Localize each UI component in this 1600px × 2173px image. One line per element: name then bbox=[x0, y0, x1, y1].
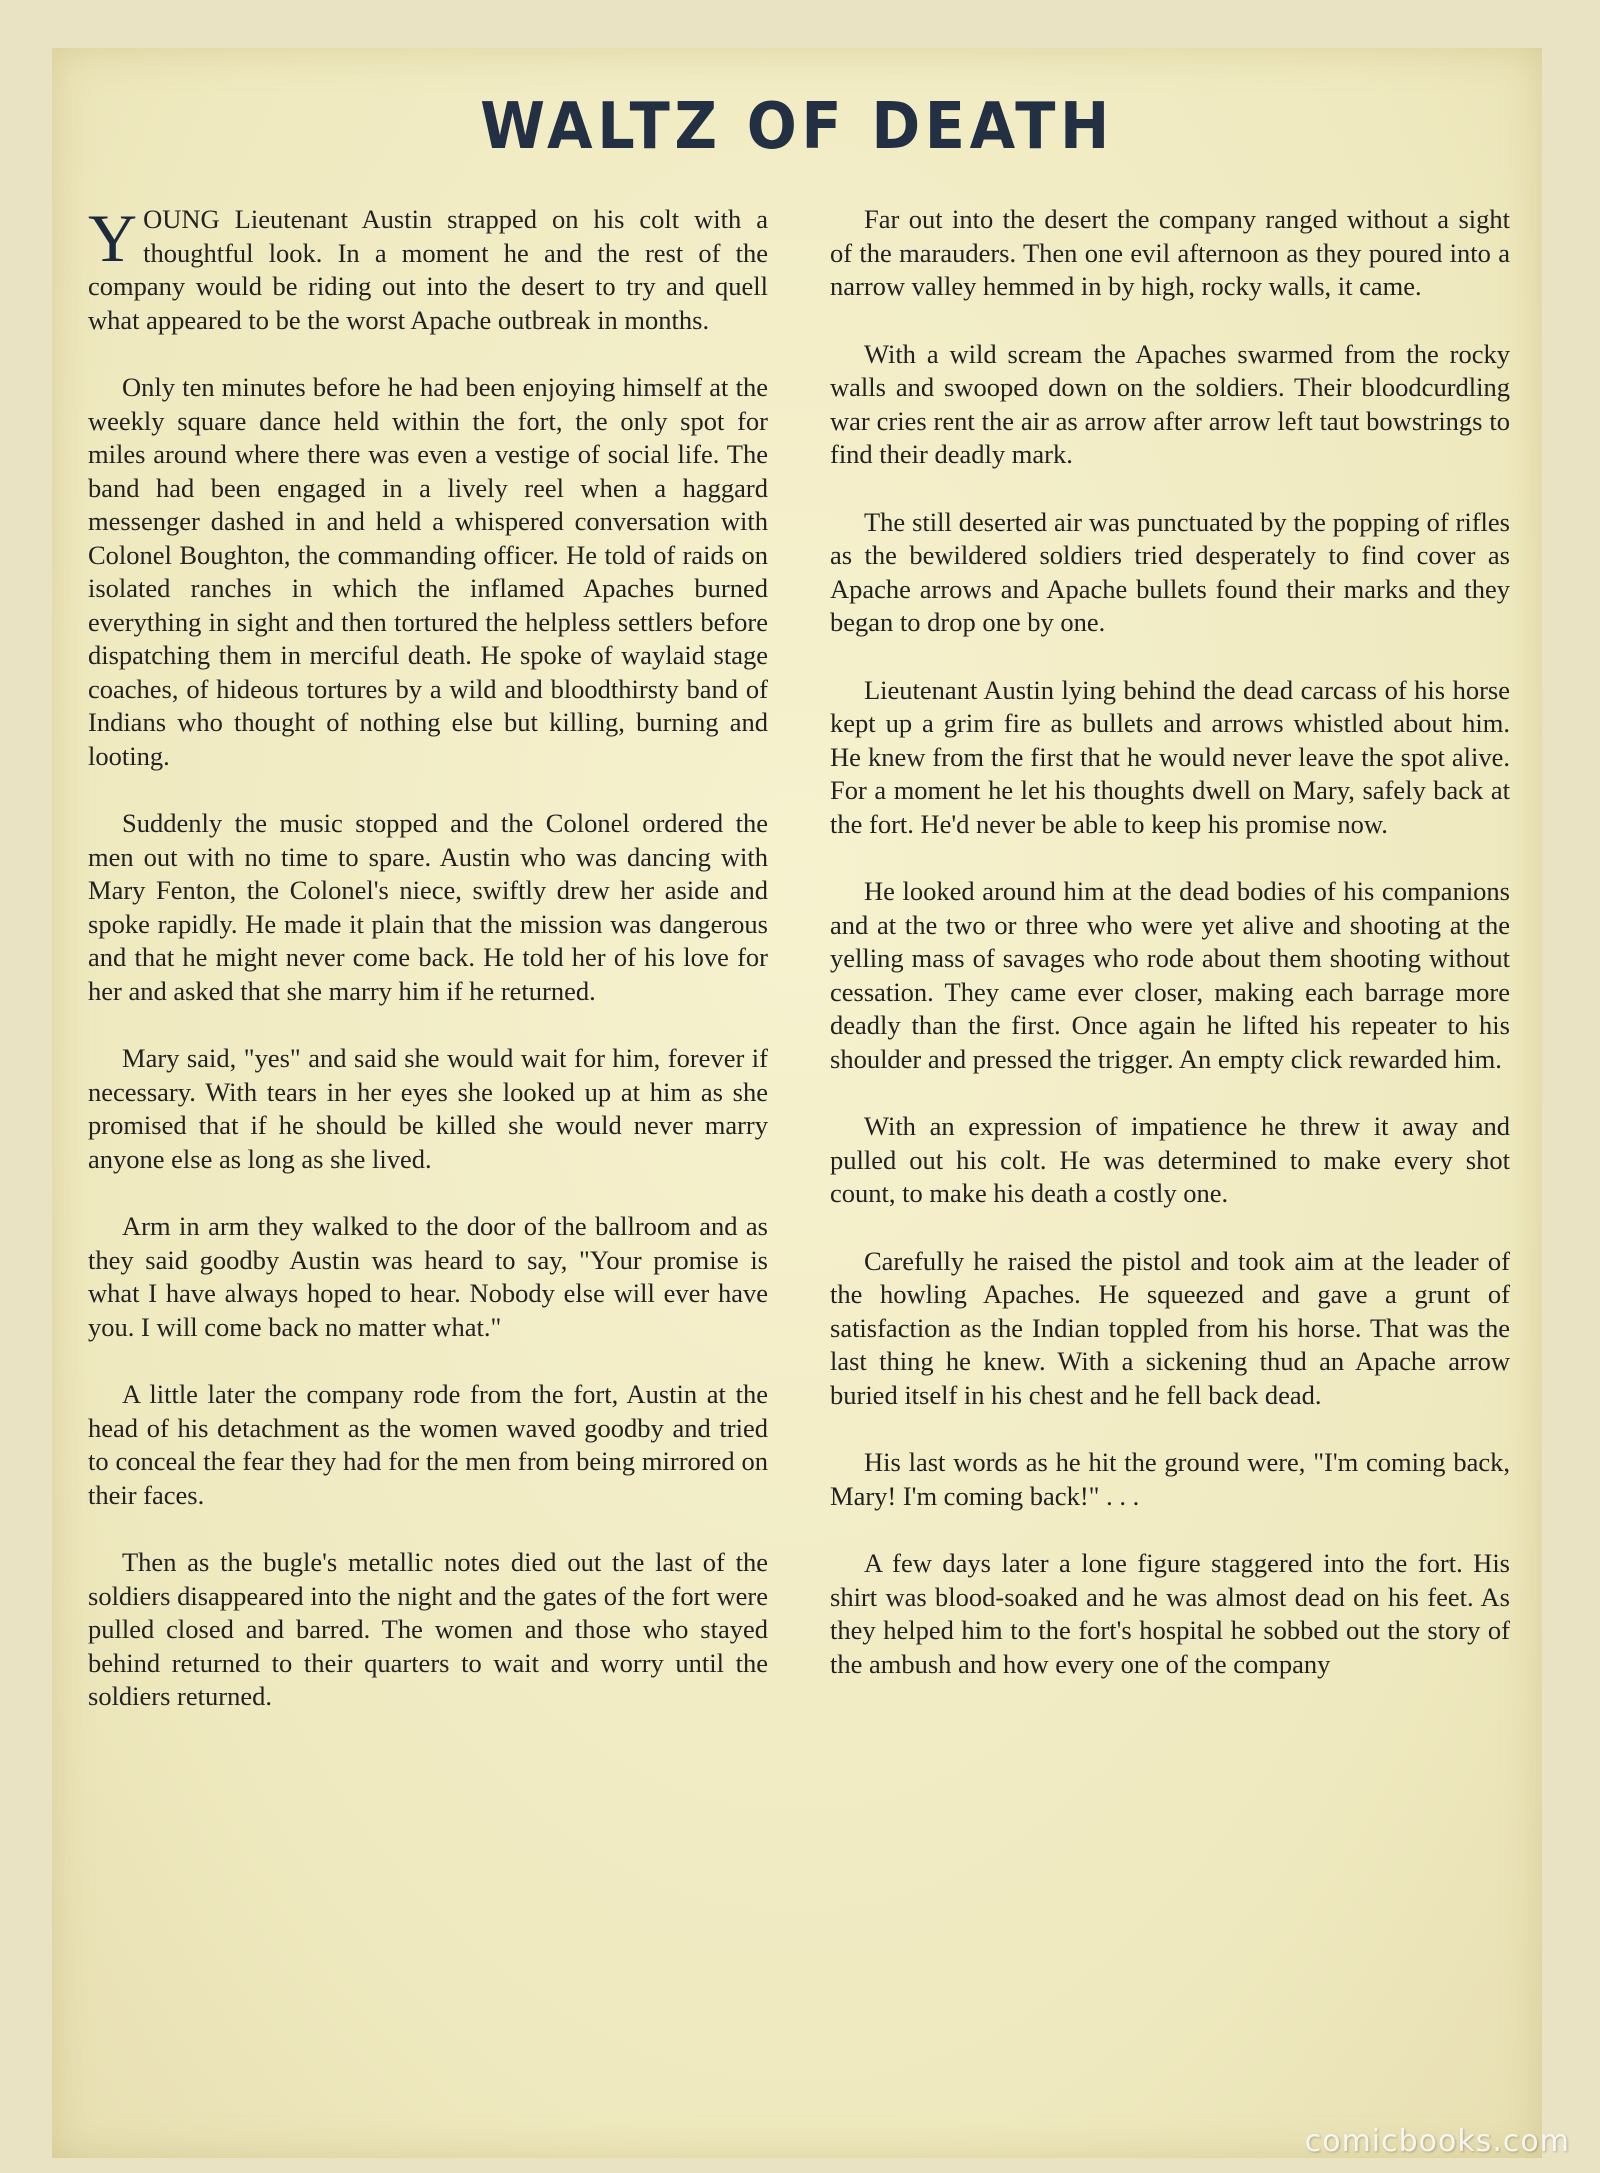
paragraph: He looked around him at the dead bodies of his companions and at the two or three who were yet alive and shooting at the yelling mass of savages who rode about them shooting without cessation. They came ever closer, making each barrage more deadly than the first. Once again he lifted his repeater to his shoulder and pressed the trigger. An empty click rewarded him. bbox=[830, 876, 1510, 1074]
paragraph bbox=[88, 200, 768, 337]
right-column bbox=[830, 203, 1510, 1715]
paragraph: The still deserted air was punctuated by the popping of rifles as the bewildered soldiers tried desperately to find cover as Apache arrows and Apache bullets found their marks and they began to drop one by one. bbox=[830, 506, 1510, 637]
paragraph: Suddenly the music stopped and the Colonel ordered the men out with no time to spare. Austin who was dancing with Mary Fenton, the Colonel's niece, swiftly drew her aside and spoke rapidly. He made it plain that the mission was dangerous and that he might never come back. He told her of his love for her and asked that she marry him if he returned. bbox=[88, 808, 768, 1006]
drop-cap: Y bbox=[88, 200, 138, 276]
paragraph: With a wild scream the Apaches swarmed from the rocky walls and swooped down on the soldiers. Their bloodcurdling war cries rent the air as arrow after arrow left taut bowstrings to find their deadly mark. bbox=[830, 338, 1510, 469]
paragraph: Mary said, "yes" and said she would wait for him, forever if necessary. With tears in her eyes she looked up at him as she promised that if he should be killed she would never marry anyone else as long as she lived. bbox=[88, 1043, 768, 1174]
watermark: comicbooks.com bbox=[1304, 2124, 1570, 2159]
paragraph: Arm in arm they walked to the door of the ballroom and as they said goodby Austin was heard to say, "Your promise is what I have always hoped to hear. Nobody else will ever have you. I will come back no matter what." bbox=[88, 1211, 768, 1342]
paragraph: Carefully he raised the pistol and took aim at the leader of the howling Apaches. He squeezed and gave a grunt of satisfaction as the Indian toppled from his horse. That was the last thing he knew. With a sickening thud an Apache arrow buried itself in his chest and he fell back dead. bbox=[830, 1245, 1510, 1410]
paragraph: With an expression of impatience he threw it away and pulled out his colt. He was determined to make every shot count, to make his death a costly one. bbox=[830, 1111, 1510, 1208]
paragraph: A little later the company rode from the fort, Austin at the head of his detachment as the women waved goodby and tried to conceal the fear they had for the men from being mirrored on their faces. bbox=[88, 1379, 768, 1510]
story-title: WALTZ OF DEATH bbox=[480, 90, 1114, 164]
paragraph: Only ten minutes before he had been enjoying himself at the weekly square dance held within the fort, the only spot for miles around where there was even a vestige of social life. The band had been engaged in a lively reel when a haggard messenger dashed in and held a whispered conversation with Colonel Boughton, the commanding officer. He told of raids on isolated ranches in which the inflamed Apaches burned everything in sight and then tortured the helpless settlers before dispatching them in merciful death. He spoke of waylaid stage coaches, of hideous tortures by a wild and bloodthirsty band of Indians who thought of nothing else but killing, burning and looting. bbox=[88, 372, 768, 771]
paragraph-text: OUNG Lieutenant Austin strapped on his colt with a thoughtful look. In a moment he and the rest of the company would be riding out into the desert to try and quell what appeared to be the worst Apache outbreak in months. bbox=[88, 204, 768, 335]
story-page bbox=[52, 48, 1542, 2158]
paragraph: Lieutenant Austin lying behind the dead carcass of his horse kept up a grim fire as bullets and arrows whistled about him. He knew from the first that he would never leave the spot alive. For a moment he let his thoughts dwell on Mary, safely back at the fort. He'd never be able to keep his promise now. bbox=[830, 674, 1510, 839]
paragraph: A few days later a lone figure staggered into the fort. His shirt was blood-soaked and he was almost dead on his feet. As they helped him to the fort's hospital he sobbed out the story of the ambush and how every one of the company bbox=[830, 1548, 1510, 1679]
paragraph: Far out into the desert the company ranged without a sight of the marauders. Then one evil afternoon as they poured into a narrow valley hemmed in by high, rocky walls, it came. bbox=[830, 204, 1510, 301]
paragraph: Then as the bugle's metallic notes died out the last of the soldiers disappeared into the night and the gates of the fort were pulled closed and barred. The women and those who stayed behind returned to their quarters to wait and worry until the soldiers returned. bbox=[88, 1547, 768, 1711]
left-column bbox=[88, 200, 768, 1748]
paragraph: His last words as he hit the ground were, "I'm coming back, Mary! I'm coming back!" . . . bbox=[830, 1447, 1510, 1511]
